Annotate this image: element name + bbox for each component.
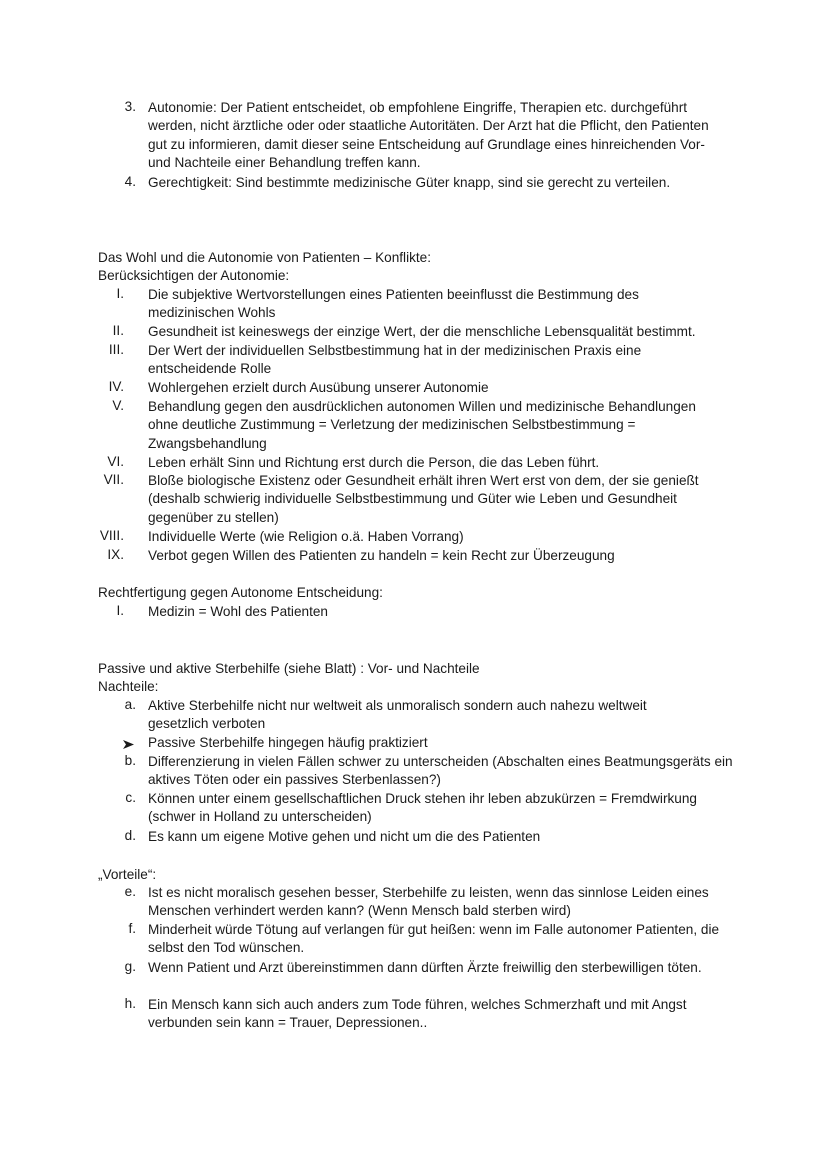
list-marker: g.: [124, 959, 136, 974]
list-marker: h.: [124, 996, 136, 1011]
arrow-bullet-icon: [122, 738, 135, 753]
list-text: Ist es nicht moralisch gesehen besser, Sterbehilfe zu leisten, wenn das sinnlose Leiden eines Menschen verhindert werden kann? (Wenn Mensch bald sterben wird): [148, 885, 709, 919]
list-text: Ein Mensch kann sich auch anders zum Tode führen, welches Schmerzhaft und mit Angst verbunden sein kann = Trauer, Depressionen..: [148, 997, 687, 1031]
list-text: Gerechtigkeit: Sind bestimmte medizinische Güter knapp, sind sie gerecht zu verteilen.: [148, 175, 671, 190]
section-heading: Das Wohl und die Autonomie von Patienten – Konflikte:: [98, 250, 432, 265]
list-marker: VIII.: [99, 528, 124, 543]
section-subheading: „Vorteile“:: [98, 867, 157, 882]
list-text: Bloße biologische Existenz oder Gesundheit erhält ihren Wert erst von dem, der sie genießt (deshalb schwierig individuelle Selbstbestimmung und Güter wie Leben und Gesundheit gegenüber zu stellen): [148, 473, 699, 525]
list-text: Verbot gegen Willen des Patienten zu handeln = kein Recht zur Überzeugung: [148, 548, 615, 563]
list-marker: 3.: [124, 99, 136, 114]
list-marker: b.: [124, 753, 136, 768]
list-marker: f.: [128, 921, 136, 936]
section-heading: Passive und aktive Sterbehilfe (siehe Blatt) : Vor- und Nachteile: [98, 661, 480, 676]
list-text: Passive Sterbehilfe hingegen häufig praktiziert: [148, 735, 428, 750]
list-marker: I.: [116, 286, 124, 301]
list-text: Es kann um eigene Motive gehen und nicht um die des Patienten: [148, 829, 541, 844]
list-marker: d.: [124, 828, 136, 843]
list-marker: V.: [112, 398, 124, 413]
list-text: Behandlung gegen den ausdrücklichen autonomen Willen und medizinische Behandlungen ohne deutliche Zustimmung = Verletzung der medizinischen Selbstbestimmung = Zwangsbehandlung: [148, 399, 696, 451]
list-text: Der Wert der individuellen Selbstbestimmung hat in der medizinischen Praxis eine entscheidende Rolle: [148, 343, 642, 377]
section-subheading: Berücksichtigen der Autonomie:: [98, 268, 290, 283]
list-marker: VII.: [103, 472, 124, 487]
list-text: Wohlergehen erzielt durch Ausübung unserer Autonomie: [148, 380, 489, 395]
list-text: Medizin = Wohl des Patienten: [148, 604, 328, 619]
list-text: Die subjektive Wertvorstellungen eines Patienten beeinflusst die Bestimmung des medizinischen Wohls: [148, 287, 639, 321]
list-marker: c.: [125, 790, 136, 805]
list-text: Minderheit würde Tötung auf verlangen für gut heißen: wenn im Falle autonomer Patienten, die selbst den Tod wünschen.: [148, 922, 720, 956]
list-marker: e.: [124, 884, 136, 899]
list-text: Individuelle Werte (wie Religion o.ä. Haben Vorrang): [148, 529, 464, 544]
list-marker: 4.: [124, 174, 136, 189]
list-text: Aktive Sterbehilfe nicht nur weltweit als unmoralisch sondern auch nahezu weltweit gesetzlich verboten: [148, 698, 647, 732]
section-subheading: Nachteile:: [98, 679, 159, 694]
list-text: Differenzierung in vielen Fällen schwer zu unterscheiden (Abschalten eines Beatmungsgeräts ein aktives Töten oder ein passives Sterbenlassen?): [148, 754, 733, 788]
section-heading: Rechtfertigung gegen Autonome Entscheidung:: [98, 585, 383, 600]
list-text: Gesundheit ist keineswegs der einzige Wert, der die menschliche Lebensqualität bestimmt.: [148, 324, 696, 339]
list-text: Leben erhält Sinn und Richtung erst durch die Person, die das Leben führt.: [148, 455, 600, 470]
list-text: Wenn Patient und Arzt übereinstimmen dann dürften Ärzte freiwillig den sterbewilligen töten.: [148, 960, 702, 975]
list-marker: II.: [112, 323, 124, 338]
list-marker: I.: [116, 603, 124, 618]
list-marker: III.: [108, 342, 124, 357]
list-text: Können unter einem gesellschaftlichen Druck stehen ihr leben abzukürzen = Fremdwirkung (schwer in Holland zu unterscheiden): [148, 791, 697, 825]
list-marker: a.: [124, 697, 136, 712]
list-marker: IX.: [107, 547, 124, 562]
list-marker: IV.: [108, 379, 124, 394]
list-marker: VI.: [107, 454, 124, 469]
list-text: Autonomie: Der Patient entscheidet, ob empfohlene Eingriffe, Therapien etc. durchgeführt werden, nicht ärztliche oder oder staatliche Autoritäten. Der Arzt hat die Pflicht, den Patienten gut zu informieren, damit dieser seine Entscheidung auf Grundlage eines hinreichenden Vor- und Nachteile einer Behandlung treffen kann.: [148, 100, 709, 171]
